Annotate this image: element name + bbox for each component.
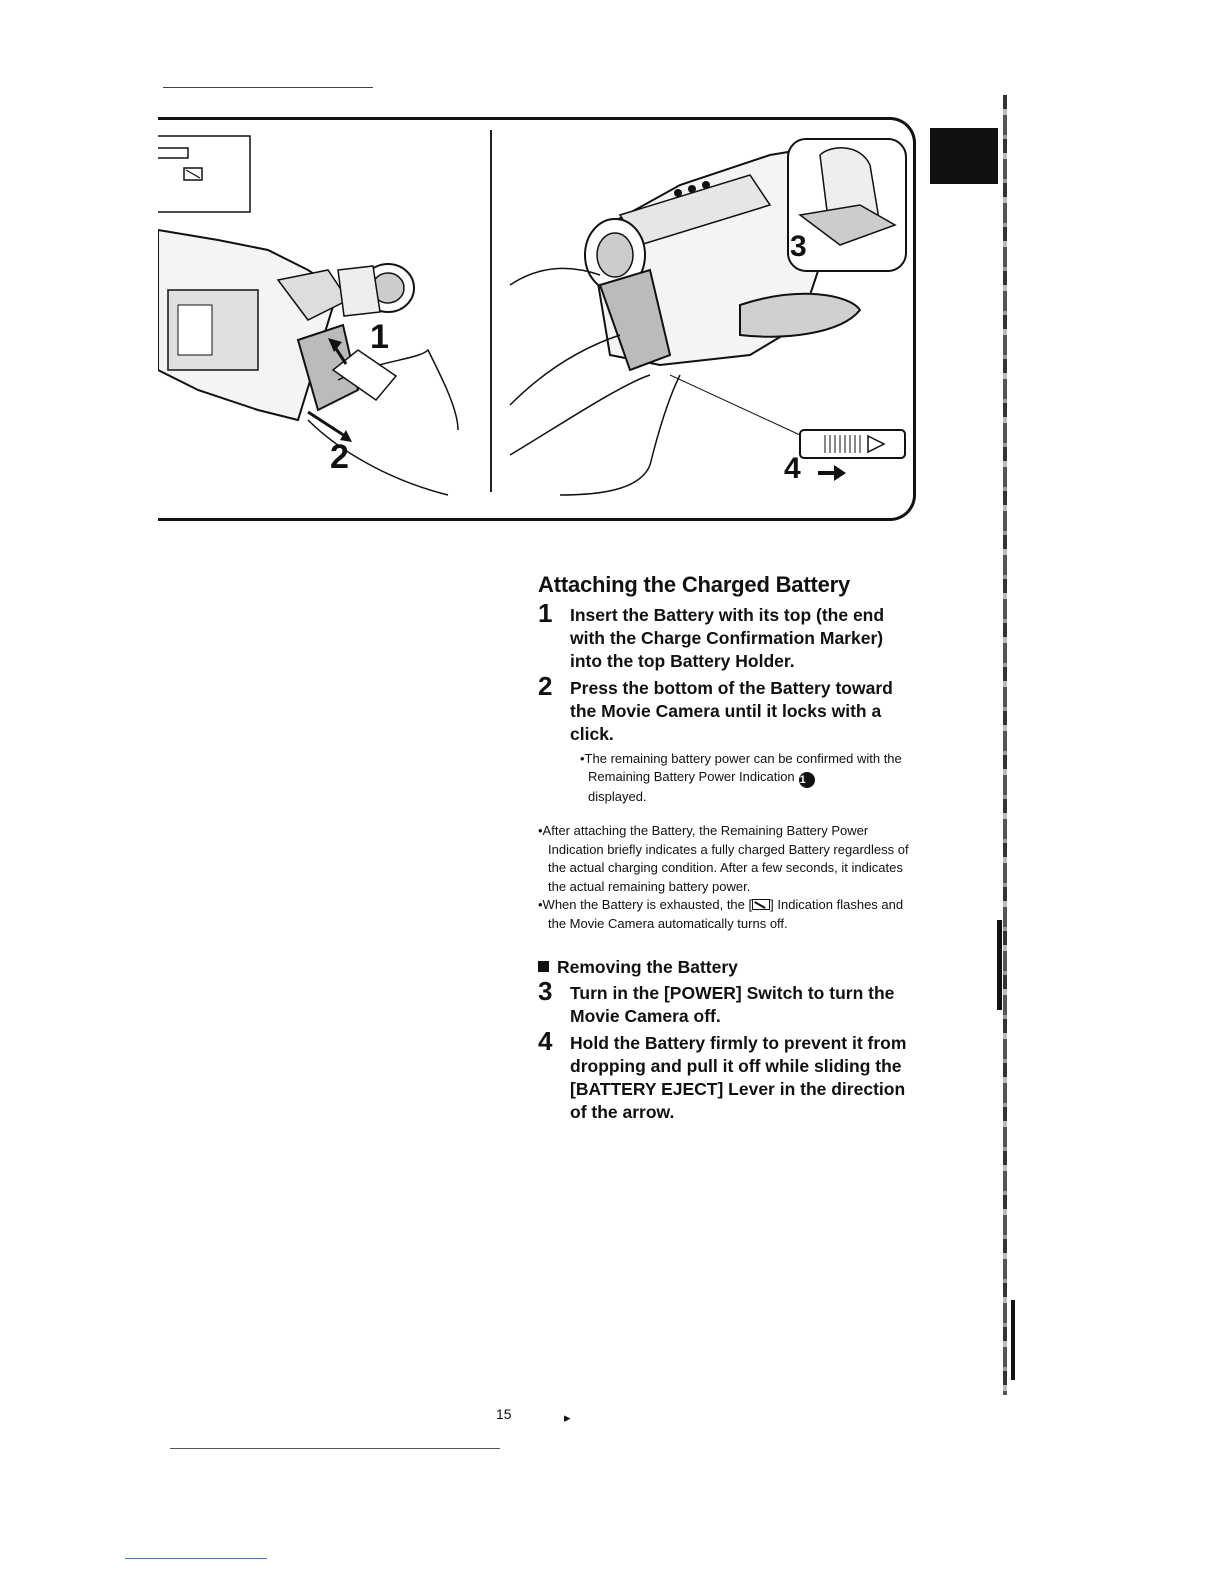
battery-eject-lever-icon xyxy=(800,430,905,458)
step-number: 3 xyxy=(538,976,553,1006)
figure-label-3: 3 xyxy=(790,230,807,263)
section-heading: Attaching the Charged Battery xyxy=(538,572,851,597)
margin-mark xyxy=(997,920,1002,1010)
step-number: 4 xyxy=(538,1026,553,1056)
top-rule xyxy=(163,87,373,88)
step-note-end: displayed. xyxy=(588,789,647,804)
step-1 xyxy=(538,598,918,673)
step-number: 2 xyxy=(538,671,553,701)
note-text: •When the Battery is exhausted, the [ xyxy=(538,897,753,912)
step-note-text: •The remaining battery power can be confirmed with the Remaining Battery Power Indication xyxy=(580,751,902,784)
instructions-column xyxy=(538,572,918,1128)
step-text: Hold the Battery firmly to prevent it from dropping and pull it off while sliding the [BATTERY EJECT] Lever in the direction of the arrow. xyxy=(570,1033,907,1122)
step-number: 1 xyxy=(538,598,553,628)
chapter-tab xyxy=(930,128,998,184)
bottom-rule xyxy=(170,1448,500,1449)
battery-attach-illustration xyxy=(158,120,488,500)
figure-label-4: 4 xyxy=(784,452,801,485)
figure-label-2: 2 xyxy=(330,438,349,476)
note-text: ] Indication flashes and the Movie Camera automatically turns off. xyxy=(548,897,904,931)
margin-mark xyxy=(1011,1300,1015,1380)
notes-list xyxy=(538,822,918,933)
note-item: •After attaching the Battery, the Remaining Battery Power Indication briefly indicates a fully charged Battery regardless of the actual charging condition. After a few seconds, it indicates the actual remaining battery power. xyxy=(538,823,909,894)
removing-heading-text: Removing the Battery xyxy=(557,957,738,977)
illustration-divider xyxy=(490,130,492,492)
note-item xyxy=(538,896,918,933)
step-2 xyxy=(538,671,918,806)
battery-empty-icon xyxy=(752,899,770,910)
step-note xyxy=(580,750,918,806)
removing-heading xyxy=(538,957,918,978)
step-4 xyxy=(538,1026,918,1124)
footer-underline xyxy=(125,1558,267,1559)
step-text: Press the bottom of the Battery toward the Movie Camera until it locks with a click. xyxy=(570,678,893,744)
step-text: Turn in the [POWER] Switch to turn the Movie Camera off. xyxy=(570,983,895,1026)
square-bullet-icon xyxy=(538,961,549,972)
step-text: Insert the Battery with its top (the end with the Charge Confirmation Marker) into the top Battery Holder. xyxy=(570,605,885,671)
step-3 xyxy=(538,976,918,1028)
margin-binding-line xyxy=(1003,95,1007,1395)
page-number: 15 xyxy=(496,1406,512,1422)
circled-number-icon: 1 xyxy=(799,772,815,788)
battery-remove-illustration xyxy=(500,125,910,505)
figure-label-1: 1 xyxy=(370,318,389,356)
next-page-arrow-icon: ▸ xyxy=(564,1410,571,1425)
